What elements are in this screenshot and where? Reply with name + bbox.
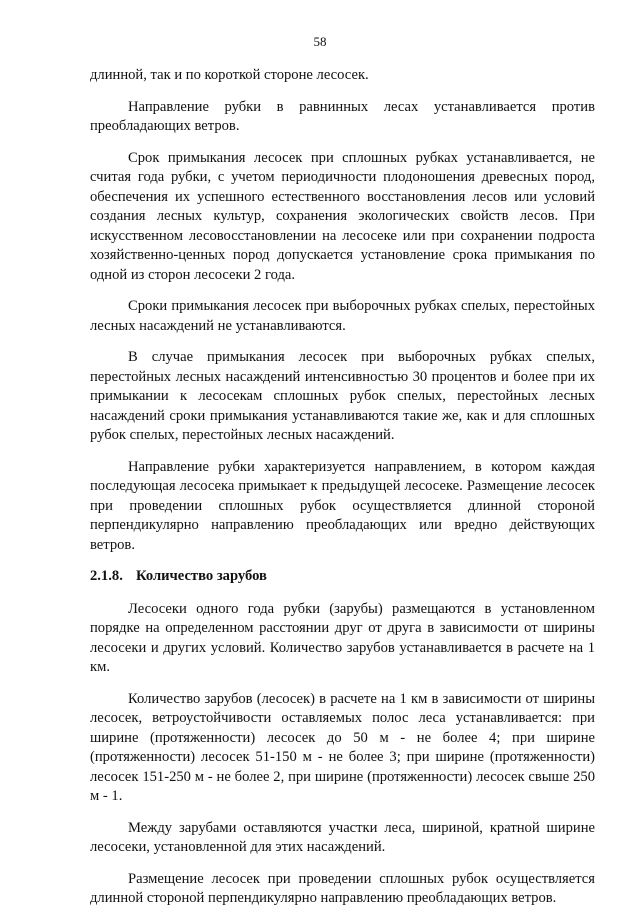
paragraph: Сроки примыкания лесосек при выборочных рубках спелых, перестойных лесных насаждений не устанавливаются. <box>90 298 595 334</box>
section-heading <box>90 567 595 587</box>
section-number: 2.1.8. <box>90 568 123 584</box>
paragraph: Количество зарубов (лесосек) в расчете на 1 км в зависимости от ширины лесосек, ветроустойчивости оставляемых полос леса устанавливается: при ширине (протяженности) лесосек до 50 м - не более 4; при ширине (протяженности) лесосек 51-150 м - не более 3; при ширине (протяженности) лесосек 151-250 м - не более 2, при ширине (протяженности) лесосек свыше 250 м - 1. <box>90 690 595 804</box>
document-body <box>90 66 595 921</box>
paragraph: Лесосеки одного года рубки (зарубы) размещаются в установленном порядке на определенном расстоянии друг от друга в зависимости от ширины лесосеки и других условий. Количество зарубов устанавливается в расчете на 1 км. <box>90 600 595 675</box>
paragraph: Между зарубами оставляются участки леса, шириной, кратной ширине лесосеки, установленной для этих насаждений. <box>90 819 595 855</box>
paragraph: Размещение лесосек при проведении сплошных рубок осуществляется длинной стороной перпендикулярно направлению преобладающих ветров. <box>90 870 595 906</box>
paragraph: Срок примыкания лесосек при сплошных рубках устанавливается, не считая года рубки, с учетом периодичности плодоношения древесных пород, обеспечения их успешного естественного восстановления лесов или условий создания лесных культур, сохранения экологических свойств лесов. При искусственном лесовосстановлении на лесосеке или при сохранении подроста хозяйственно-ценных пород допускается установление срока примыкания по одной из сторон лесосеки 2 года. <box>90 149 595 283</box>
page-number: 58 <box>313 34 327 49</box>
paragraph: Направление рубки в равнинных лесах устанавливается против преобладающих ветров. <box>90 98 595 134</box>
paragraph: длинной, так и по короткой стороне лесосек. <box>90 67 369 83</box>
section-title: Количество зарубов <box>136 568 267 584</box>
paragraph: Направление рубки характеризуется направлением, в котором каждая последующая лесосека примыкает к предыдущей лесосеке. Размещение лесосек при проведении сплошных рубок осуществляется длинной стороной перпендикулярно направлению преобладающих или вредно действующих ветров. <box>90 458 595 553</box>
paragraph: В случае примыкания лесосек при выборочных рубках спелых, перестойных лесных насаждений интенсивностью 30 процентов и более при их примыкании к лесосекам сплошных рубок спелых, перестойных лесных насаждений сроки примыкания устанавливаются такие же, как и для сплошных рубок спелых, перестойных лесных насаждений. <box>90 349 595 443</box>
